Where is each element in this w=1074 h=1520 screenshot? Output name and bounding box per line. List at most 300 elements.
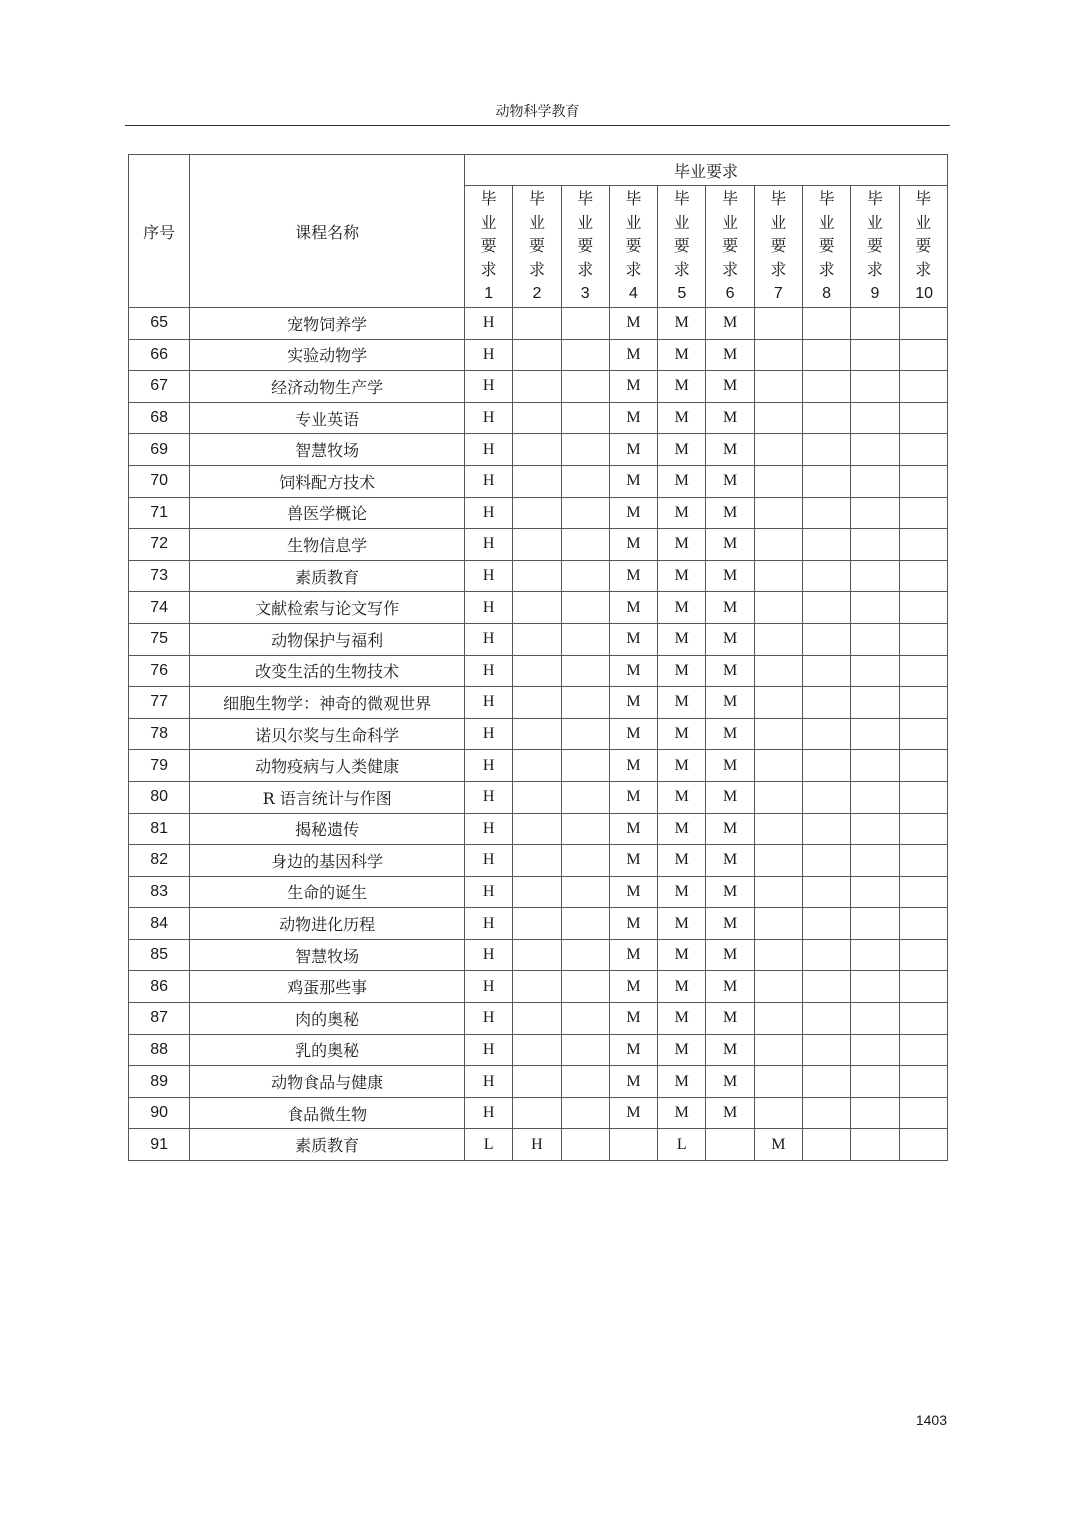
requirement-cell-7 — [754, 908, 802, 940]
row-seq: 69 — [129, 434, 190, 466]
requirement-cell-9 — [851, 402, 899, 434]
requirement-cell-1: H — [465, 1097, 513, 1129]
requirement-cell-2 — [513, 308, 561, 340]
requirement-cell-9 — [851, 971, 899, 1003]
requirement-cell-6: M — [706, 497, 754, 529]
requirement-cell-4: M — [609, 876, 657, 908]
requirement-cell-2 — [513, 371, 561, 403]
requirement-cell-8 — [802, 308, 850, 340]
table-row — [129, 371, 948, 403]
requirement-cell-8 — [802, 339, 850, 371]
requirement-cell-4: M — [609, 592, 657, 624]
row-seq: 66 — [129, 339, 190, 371]
requirement-cell-8 — [802, 876, 850, 908]
requirement-cell-6: M — [706, 971, 754, 1003]
row-course-name: 改变生活的生物技术 — [190, 655, 465, 687]
table-row — [129, 1066, 948, 1098]
table-row — [129, 876, 948, 908]
requirement-cell-1: H — [465, 718, 513, 750]
row-course-name: 肉的奥秘 — [190, 1003, 465, 1035]
requirement-cell-4: M — [609, 908, 657, 940]
requirement-cell-4: M — [609, 1097, 657, 1129]
row-seq: 72 — [129, 529, 190, 561]
requirement-cell-7 — [754, 1003, 802, 1035]
requirement-cell-1: H — [465, 1003, 513, 1035]
row-seq: 87 — [129, 1003, 190, 1035]
table-row — [129, 623, 948, 655]
requirement-cell-8 — [802, 371, 850, 403]
row-course-name: 动物食品与健康 — [190, 1066, 465, 1098]
requirement-cell-10 — [899, 529, 947, 561]
requirement-cell-6: M — [706, 529, 754, 561]
requirement-cell-4: M — [609, 623, 657, 655]
requirement-cell-10 — [899, 1003, 947, 1035]
requirement-cell-6: M — [706, 308, 754, 340]
requirement-cell-5: M — [658, 687, 706, 719]
requirement-cell-4: M — [609, 497, 657, 529]
requirement-cell-9 — [851, 623, 899, 655]
requirement-header-3 — [561, 186, 609, 308]
requirement-cell-1: H — [465, 845, 513, 877]
table-row — [129, 560, 948, 592]
requirement-cell-3 — [561, 908, 609, 940]
requirement-cell-10 — [899, 371, 947, 403]
column-header-seq: 序号 — [129, 155, 190, 308]
requirement-cell-6: M — [706, 813, 754, 845]
requirement-cell-8 — [802, 718, 850, 750]
requirement-header-number: 8 — [822, 285, 832, 303]
requirement-header-6 — [706, 186, 754, 308]
requirement-cell-2 — [513, 434, 561, 466]
requirement-cell-2 — [513, 908, 561, 940]
requirement-cell-4: M — [609, 1003, 657, 1035]
requirement-cell-10 — [899, 1066, 947, 1098]
requirement-cell-2 — [513, 1066, 561, 1098]
row-seq: 80 — [129, 781, 190, 813]
table-row — [129, 1034, 948, 1066]
table-row — [129, 1097, 948, 1129]
requirement-cell-8 — [802, 1034, 850, 1066]
requirement-cell-7 — [754, 465, 802, 497]
requirement-header-8 — [802, 186, 850, 308]
requirement-cell-6: M — [706, 908, 754, 940]
requirement-cell-1: H — [465, 1066, 513, 1098]
table-row — [129, 529, 948, 561]
requirement-cell-7 — [754, 560, 802, 592]
requirement-cell-3 — [561, 845, 609, 877]
requirement-cell-7 — [754, 1034, 802, 1066]
requirement-cell-4: M — [609, 371, 657, 403]
requirement-cell-5: M — [658, 1003, 706, 1035]
requirement-cell-1: H — [465, 497, 513, 529]
requirement-cell-8 — [802, 687, 850, 719]
requirement-cell-2 — [513, 939, 561, 971]
requirement-cell-6: M — [706, 876, 754, 908]
table-row — [129, 434, 948, 466]
row-seq: 86 — [129, 971, 190, 1003]
requirement-cell-9 — [851, 1034, 899, 1066]
requirement-cell-10 — [899, 939, 947, 971]
page-header: 动物科学教育 — [125, 100, 950, 126]
table-row — [129, 497, 948, 529]
row-seq: 65 — [129, 308, 190, 340]
row-course-name: 动物保护与福利 — [190, 623, 465, 655]
row-seq: 82 — [129, 845, 190, 877]
requirement-cell-3 — [561, 939, 609, 971]
requirement-cell-9 — [851, 371, 899, 403]
requirement-cell-7 — [754, 1066, 802, 1098]
requirement-cell-9 — [851, 308, 899, 340]
requirement-cell-5: M — [658, 1066, 706, 1098]
requirement-cell-1: H — [465, 1034, 513, 1066]
requirement-cell-4: M — [609, 655, 657, 687]
requirement-cell-4: M — [609, 845, 657, 877]
requirement-cell-10 — [899, 971, 947, 1003]
row-course-name: 文献检索与论文写作 — [190, 592, 465, 624]
requirement-header-number: 2 — [532, 285, 542, 303]
requirement-cell-5: M — [658, 655, 706, 687]
requirement-cell-1: H — [465, 371, 513, 403]
requirement-cell-7 — [754, 971, 802, 1003]
requirement-cell-7 — [754, 655, 802, 687]
row-course-name: 动物疫病与人类健康 — [190, 750, 465, 782]
table-row — [129, 750, 948, 782]
requirement-cell-2 — [513, 402, 561, 434]
table-row — [129, 1003, 948, 1035]
requirement-cell-3 — [561, 876, 609, 908]
row-seq: 83 — [129, 876, 190, 908]
row-course-name: 动物进化历程 — [190, 908, 465, 940]
requirement-cell-2 — [513, 465, 561, 497]
requirement-cell-1: H — [465, 971, 513, 1003]
requirement-header-number: 6 — [725, 285, 735, 303]
requirement-cell-4: M — [609, 750, 657, 782]
requirement-cell-7 — [754, 876, 802, 908]
row-seq: 77 — [129, 687, 190, 719]
requirement-cell-7 — [754, 1097, 802, 1129]
requirement-header-number: 3 — [580, 285, 590, 303]
requirement-cell-5: M — [658, 876, 706, 908]
row-seq: 88 — [129, 1034, 190, 1066]
requirement-cell-3 — [561, 371, 609, 403]
table-row — [129, 718, 948, 750]
requirement-cell-5: M — [658, 1034, 706, 1066]
requirement-cell-8 — [802, 971, 850, 1003]
requirement-cell-5: M — [658, 623, 706, 655]
requirement-cell-3 — [561, 560, 609, 592]
row-seq: 67 — [129, 371, 190, 403]
requirement-cell-10 — [899, 781, 947, 813]
requirement-cell-5: M — [658, 781, 706, 813]
requirement-cell-3 — [561, 971, 609, 1003]
requirement-cell-9 — [851, 1066, 899, 1098]
requirement-cell-6: M — [706, 1097, 754, 1129]
requirement-cell-5: M — [658, 845, 706, 877]
requirement-cell-9 — [851, 718, 899, 750]
requirement-header-5 — [658, 186, 706, 308]
row-course-name: 宠物饲养学 — [190, 308, 465, 340]
requirement-cell-3 — [561, 781, 609, 813]
requirement-cell-4: M — [609, 529, 657, 561]
requirement-cell-10 — [899, 592, 947, 624]
requirement-cell-9 — [851, 908, 899, 940]
row-course-name: 身边的基因科学 — [190, 845, 465, 877]
requirement-cell-7: M — [754, 1129, 802, 1161]
requirement-cell-8 — [802, 497, 850, 529]
row-seq: 91 — [129, 1129, 190, 1161]
requirement-header-4 — [609, 186, 657, 308]
table-row — [129, 813, 948, 845]
table-row — [129, 339, 948, 371]
requirement-cell-9 — [851, 497, 899, 529]
requirement-cell-2 — [513, 971, 561, 1003]
requirement-cell-5: M — [658, 371, 706, 403]
requirement-cell-9 — [851, 781, 899, 813]
table-row — [129, 402, 948, 434]
requirement-cell-6: M — [706, 781, 754, 813]
requirement-cell-4: M — [609, 465, 657, 497]
requirement-header-label: 毕 业 要 求 — [480, 189, 497, 279]
requirement-cell-10 — [899, 560, 947, 592]
requirement-cell-4: M — [609, 308, 657, 340]
requirement-cell-2 — [513, 813, 561, 845]
requirement-cell-3 — [561, 1034, 609, 1066]
requirement-cell-4: M — [609, 1066, 657, 1098]
requirement-cell-9 — [851, 750, 899, 782]
requirement-cell-6: M — [706, 592, 754, 624]
requirement-cell-9 — [851, 687, 899, 719]
requirement-cell-3 — [561, 529, 609, 561]
requirement-cell-10 — [899, 623, 947, 655]
requirement-cell-1: H — [465, 655, 513, 687]
requirement-header-1 — [465, 186, 513, 308]
requirement-header-label: 毕 业 要 求 — [915, 189, 932, 279]
requirement-cell-8 — [802, 781, 850, 813]
requirement-cell-5: M — [658, 497, 706, 529]
requirement-cell-9 — [851, 1129, 899, 1161]
requirement-cell-1: H — [465, 529, 513, 561]
requirement-cell-10 — [899, 339, 947, 371]
requirement-cell-6: M — [706, 1066, 754, 1098]
requirement-cell-7 — [754, 939, 802, 971]
requirement-header-number: 10 — [915, 285, 934, 303]
requirement-cell-7 — [754, 750, 802, 782]
requirement-cell-3 — [561, 718, 609, 750]
row-course-name: 饲料配方技术 — [190, 465, 465, 497]
requirement-cell-1: H — [465, 592, 513, 624]
column-group-header: 毕业要求 — [465, 155, 948, 186]
requirement-cell-8 — [802, 1003, 850, 1035]
requirement-cell-3 — [561, 655, 609, 687]
requirement-cell-5: M — [658, 402, 706, 434]
row-course-name: 智慧牧场 — [190, 939, 465, 971]
requirement-cell-3 — [561, 813, 609, 845]
requirement-cell-9 — [851, 560, 899, 592]
table-row — [129, 781, 948, 813]
requirement-cell-7 — [754, 623, 802, 655]
requirement-cell-7 — [754, 845, 802, 877]
row-seq: 81 — [129, 813, 190, 845]
row-seq: 89 — [129, 1066, 190, 1098]
requirement-cell-6: M — [706, 434, 754, 466]
requirement-cell-2 — [513, 750, 561, 782]
row-course-name: 兽医学概论 — [190, 497, 465, 529]
requirement-cell-7 — [754, 718, 802, 750]
requirement-cell-8 — [802, 402, 850, 434]
requirement-cell-8 — [802, 434, 850, 466]
page-number: 1403 — [915, 1412, 947, 1428]
requirement-cell-9 — [851, 434, 899, 466]
requirement-cell-3 — [561, 1003, 609, 1035]
requirement-cell-7 — [754, 497, 802, 529]
requirement-cell-9 — [851, 529, 899, 561]
requirement-cell-3 — [561, 497, 609, 529]
requirement-cell-10 — [899, 876, 947, 908]
requirement-cell-2 — [513, 497, 561, 529]
requirement-cell-1: H — [465, 465, 513, 497]
requirement-cell-6: M — [706, 623, 754, 655]
table-row — [129, 655, 948, 687]
row-course-name: 揭秘遗传 — [190, 813, 465, 845]
requirement-cell-5: L — [658, 1129, 706, 1161]
requirement-cell-4: M — [609, 718, 657, 750]
requirement-cell-10 — [899, 845, 947, 877]
requirement-cell-6: M — [706, 371, 754, 403]
row-seq: 76 — [129, 655, 190, 687]
requirement-cell-8 — [802, 655, 850, 687]
requirement-cell-2 — [513, 655, 561, 687]
requirement-cell-6: M — [706, 687, 754, 719]
row-course-name: 诺贝尔奖与生命科学 — [190, 718, 465, 750]
table-row — [129, 908, 948, 940]
requirement-header-number: 7 — [773, 285, 783, 303]
requirement-cell-1: L — [465, 1129, 513, 1161]
requirement-cell-7 — [754, 592, 802, 624]
row-course-name: 实验动物学 — [190, 339, 465, 371]
requirement-cell-4: M — [609, 1034, 657, 1066]
requirements-table — [128, 154, 948, 1161]
table-row — [129, 592, 948, 624]
requirement-cell-7 — [754, 402, 802, 434]
requirement-cell-2 — [513, 592, 561, 624]
requirement-cell-10 — [899, 465, 947, 497]
requirement-cell-9 — [851, 845, 899, 877]
requirement-cell-10 — [899, 655, 947, 687]
requirement-header-10 — [899, 186, 947, 308]
requirement-cell-1: H — [465, 813, 513, 845]
requirement-cell-5: M — [658, 465, 706, 497]
requirement-cell-8 — [802, 1129, 850, 1161]
requirement-cell-3 — [561, 1066, 609, 1098]
requirement-header-label: 毕 业 要 求 — [673, 189, 690, 279]
requirement-cell-9 — [851, 592, 899, 624]
requirement-cell-9 — [851, 1003, 899, 1035]
requirement-cell-9 — [851, 876, 899, 908]
requirement-cell-3 — [561, 465, 609, 497]
requirement-cell-10 — [899, 718, 947, 750]
requirement-cell-1: H — [465, 339, 513, 371]
table-row — [129, 971, 948, 1003]
requirement-cell-10 — [899, 308, 947, 340]
requirement-cell-8 — [802, 592, 850, 624]
table-row — [129, 308, 948, 340]
requirement-cell-5: M — [658, 308, 706, 340]
column-header-course-name: 课程名称 — [190, 155, 465, 308]
requirement-cell-1: H — [465, 908, 513, 940]
requirement-cell-5: M — [658, 339, 706, 371]
requirement-header-7 — [754, 186, 802, 308]
row-seq: 75 — [129, 623, 190, 655]
requirement-cell-8 — [802, 465, 850, 497]
requirement-cell-4: M — [609, 402, 657, 434]
requirement-header-label: 毕 业 要 求 — [866, 189, 883, 279]
requirement-cell-3 — [561, 402, 609, 434]
row-seq: 68 — [129, 402, 190, 434]
table-row — [129, 1129, 948, 1161]
row-seq: 70 — [129, 465, 190, 497]
requirement-header-label: 毕 业 要 求 — [770, 189, 787, 279]
requirement-cell-2 — [513, 560, 561, 592]
requirement-cell-1: H — [465, 308, 513, 340]
requirement-cell-10 — [899, 750, 947, 782]
row-course-name: 鸡蛋那些事 — [190, 971, 465, 1003]
row-seq: 84 — [129, 908, 190, 940]
requirement-cell-2 — [513, 781, 561, 813]
table-row — [129, 465, 948, 497]
requirement-cell-7 — [754, 308, 802, 340]
requirement-cell-6: M — [706, 718, 754, 750]
row-course-name: R 语言统计与作图 — [190, 781, 465, 813]
requirement-cell-6: M — [706, 339, 754, 371]
requirement-cell-1: H — [465, 876, 513, 908]
requirement-cell-1: H — [465, 623, 513, 655]
requirement-cell-6: M — [706, 465, 754, 497]
requirement-cell-9 — [851, 813, 899, 845]
row-course-name: 乳的奥秘 — [190, 1034, 465, 1066]
requirement-cell-2 — [513, 1034, 561, 1066]
row-course-name: 生命的诞生 — [190, 876, 465, 908]
requirement-cell-8 — [802, 623, 850, 655]
table-row — [129, 939, 948, 971]
row-course-name: 食品微生物 — [190, 1097, 465, 1129]
requirement-header-label: 毕 业 要 求 — [528, 189, 545, 279]
requirement-cell-10 — [899, 434, 947, 466]
requirement-cell-8 — [802, 1066, 850, 1098]
requirement-cell-10 — [899, 1034, 947, 1066]
requirement-cell-2: H — [513, 1129, 561, 1161]
requirement-cell-5: M — [658, 560, 706, 592]
requirement-cell-8 — [802, 750, 850, 782]
requirement-cell-8 — [802, 560, 850, 592]
requirement-cell-5: M — [658, 908, 706, 940]
requirement-cell-2 — [513, 687, 561, 719]
requirement-cell-7 — [754, 371, 802, 403]
requirement-cell-4: M — [609, 434, 657, 466]
requirement-cell-9 — [851, 1097, 899, 1129]
requirement-cell-6 — [706, 1129, 754, 1161]
requirement-header-label: 毕 业 要 求 — [722, 189, 739, 279]
requirement-cell-4: M — [609, 781, 657, 813]
requirement-cell-2 — [513, 718, 561, 750]
requirement-cell-5: M — [658, 939, 706, 971]
requirement-cell-1: H — [465, 939, 513, 971]
requirement-cell-2 — [513, 876, 561, 908]
requirement-cell-5: M — [658, 1097, 706, 1129]
requirement-cell-4: M — [609, 939, 657, 971]
requirement-cell-1: H — [465, 750, 513, 782]
requirement-cell-1: H — [465, 434, 513, 466]
requirement-cell-8 — [802, 529, 850, 561]
